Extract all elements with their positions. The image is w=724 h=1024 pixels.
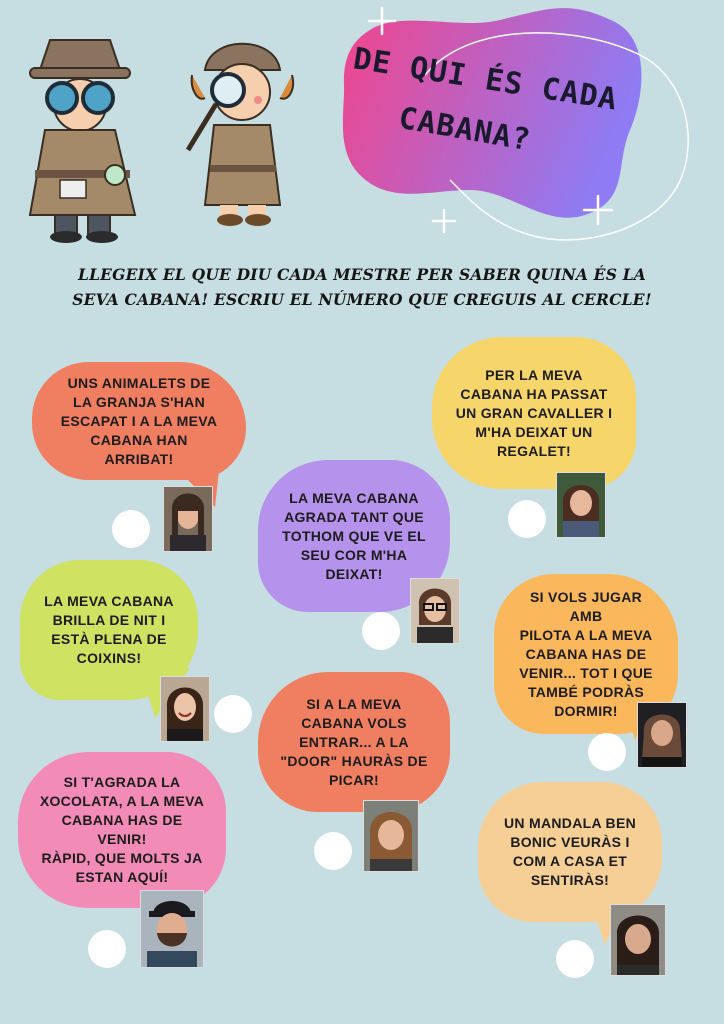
speech-bubble-2 [432,337,636,489]
bubble-5-text: SI VOLS JUGAR AMB PILOTA A LA MEVA CABANA HAS DE VENIR... TOT I QUE TAMBÉ PODRÀS DORMIR! [519,588,653,719]
answer-circle-5[interactable] [588,733,626,771]
speech-bubble-6 [258,672,450,812]
answer-circle-3[interactable] [362,612,400,650]
answer-circle-6[interactable] [314,832,352,870]
teacher-photo-3 [410,578,460,644]
answer-circle-8[interactable] [556,940,594,978]
bubble-6-text: SI A LA MEVA CABANA VOLS ENTRAR... A LA "DOOR" HAURÀS DE PICAR! [280,695,428,788]
answer-circle-1[interactable] [112,510,150,548]
bubble-3-text: LA MEVA CABANA AGRADA TANT QUE TOTHOM QUE VE EL SEU COR M'HA DEIXAT! [282,489,426,582]
teacher-photo-2 [556,472,606,538]
detective-binoculars-illustration [20,30,150,250]
answer-circle-2[interactable] [508,500,546,538]
teacher-photo-6 [363,800,419,872]
instructions-line-2: SEVA CABANA! ESCRIU EL NÚMERO QUE CREGUIS AL CERCLE! [72,290,652,309]
speech-bubble-7 [18,752,226,908]
page-title-line-1: DE QUI ÉS CADA [350,41,620,118]
teacher-photo-4 [160,676,210,742]
answer-circle-7[interactable] [88,930,126,968]
teacher-photo-7 [140,890,204,968]
teacher-photo-1 [163,486,213,552]
bubble-7-text: SI T'AGRADA LA XOCOLATA, A LA MEVA CABANA HAS DE VENIR! RÀPID, QUE MOLTS JA ESTAN AQUÍ! [39,774,205,885]
bubble-1-text: UNS ANIMALETS DE LA GRANJA S'HAN ESCAPAT I A LA MEVA CABANA HAN ARRIBAT! [60,374,218,467]
answer-circle-4[interactable] [214,695,252,733]
page-title-line-2: CABANA? [395,100,534,159]
teacher-photo-5 [637,702,687,768]
detective-magnifier-illustration [180,30,310,230]
speech-bubble-1 [32,362,246,480]
bubble-8-text: UN MANDALA BEN BONIC VEURÀS I COM A CASA ET SENTIRÀS! [503,815,636,888]
bubble-4-text: LA MEVA CABANA BRILLA DE NIT I ESTÀ PLENA DE COIXINS! [44,593,174,666]
speech-bubble-8 [478,782,662,922]
teacher-photo-8 [610,904,666,976]
instructions-line-1: LLEGEIX EL QUE DIU CADA MESTRE PER SABER QUINA ÉS LA [77,265,647,284]
bubble-2-text: PER LA MEVA CABANA HA PASSAT UN GRAN CAVALLER I M'HA DEIXAT UN REGALET! [455,366,613,459]
